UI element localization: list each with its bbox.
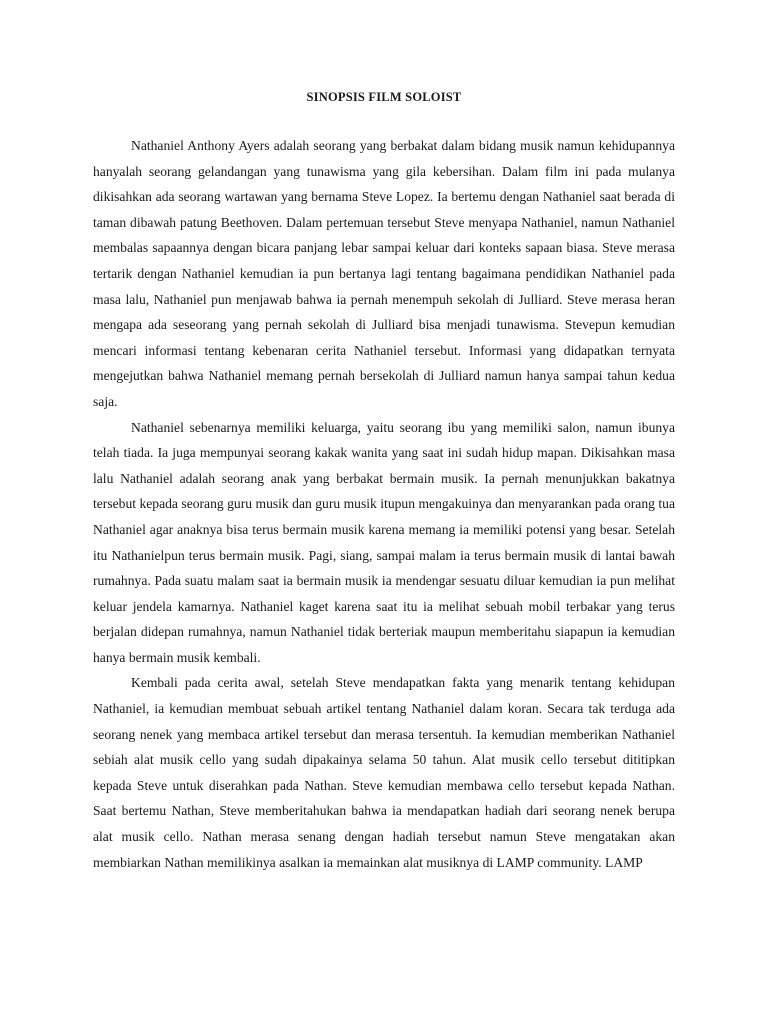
paragraph-2: Nathaniel sebenarnya memiliki keluarga, yaitu seorang ibu yang memiliki salon, namun ibunya telah tiada. Ia juga mempunyai seorang kakak wanita yang saat ini sudah hidup mapan. Dikisahkan masa lalu Nathaniel adalah seorang anak yang berbakat bermain musik. Ia pernah menunjukkan bakatnya tersebut kepada seorang guru musik dan guru musik itupun mengakuinya dan menyarankan pada orang tua Nathaniel agar anaknya bisa terus bermain musik karena memang ia memiliki potensi yang besar. Setelah itu Nathanielpun terus bermain musik. Pagi, siang, sampai malam ia terus bermain musik di lantai bawah rumahnya. Pada suatu malam saat ia bermain musik ia mendengar sesuatu diluar kemudian ia pun melihat keluar jendela kamarnya. Nathaniel kaget karena saat itu ia melihat sebuah mobil terbakar yang terus berjalan didepan rumahnya, namun Nathaniel tidak berteriak maupun memberitahu siapapun ia kemudian hanya bermain musik kembali. — [93, 419, 675, 665]
paragraph-1: Nathaniel Anthony Ayers adalah seorang yang berbakat dalam bidang musik namun kehidupannya hanyalah seorang gelandangan yang tunawisma yang gila kebersihan. Dalam film ini pada mulanya dikisahkan ada seorang wartawan yang bernama Steve Lopez. Ia bertemu dengan Nathaniel saat berada di taman dibawah patung Beethoven. Dalam pertemuan tersebut Steve menyapa Nathaniel, namun Nathaniel membalas sapaannya dengan bicara panjang lebar sampai keluar dari konteks sapaan biasa. Steve merasa tertarik dengan Nathaniel kemudian ia pun bertanya lagi tentang bagaimana pendidikan Nathaniel pada masa lalu, Nathaniel pun menjawab bahwa ia pernah menempuh sekolah di Julliard. Steve merasa heran mengapa ada seseorang yang pernah sekolah di Julliard bisa menjadi tunawisma. Stevepun kemudian mencari informasi tentang kebenaran cerita Nathaniel tersebut. Informasi yang didapatkan ternyata mengejutkan bahwa Nathaniel memang pernah bersekolah di Julliard namun hanya sampai tahun kedua saja. — [93, 138, 675, 409]
paragraph-3: Kembali pada cerita awal, setelah Steve mendapatkan fakta yang menarik tentang kehidupan Nathaniel, ia kemudian membuat sebuah artikel tentang Nathaniel dalam koran. Secara tak terduga ada seorang nenek yang membaca artikel tersebut dan merasa tersentuh. Ia kemudian memberikan Nathaniel sebiah alat musik cello yang sudah dipakainya selama 50 tahun. Alat musik cello tersebut dititipkan kepada Steve untuk diserahkan pada Nathan. Steve kemudian membawa cello tersebut kepada Nathan. Saat bertemu Nathan, Steve memberitahukan bahwa ia mendapatkan hadiah dari seorang nenek berupa alat musik cello. Nathan merasa senang dengan hadiah tersebut namun Steve mengatakan akan membiarkan Nathan memilikinya asalkan ia memainkan alat musiknya di LAMP community. LAMP — [93, 675, 675, 870]
document-title: SINOPSIS FILM SOLOIST — [306, 90, 462, 104]
document-body — [93, 133, 675, 875]
